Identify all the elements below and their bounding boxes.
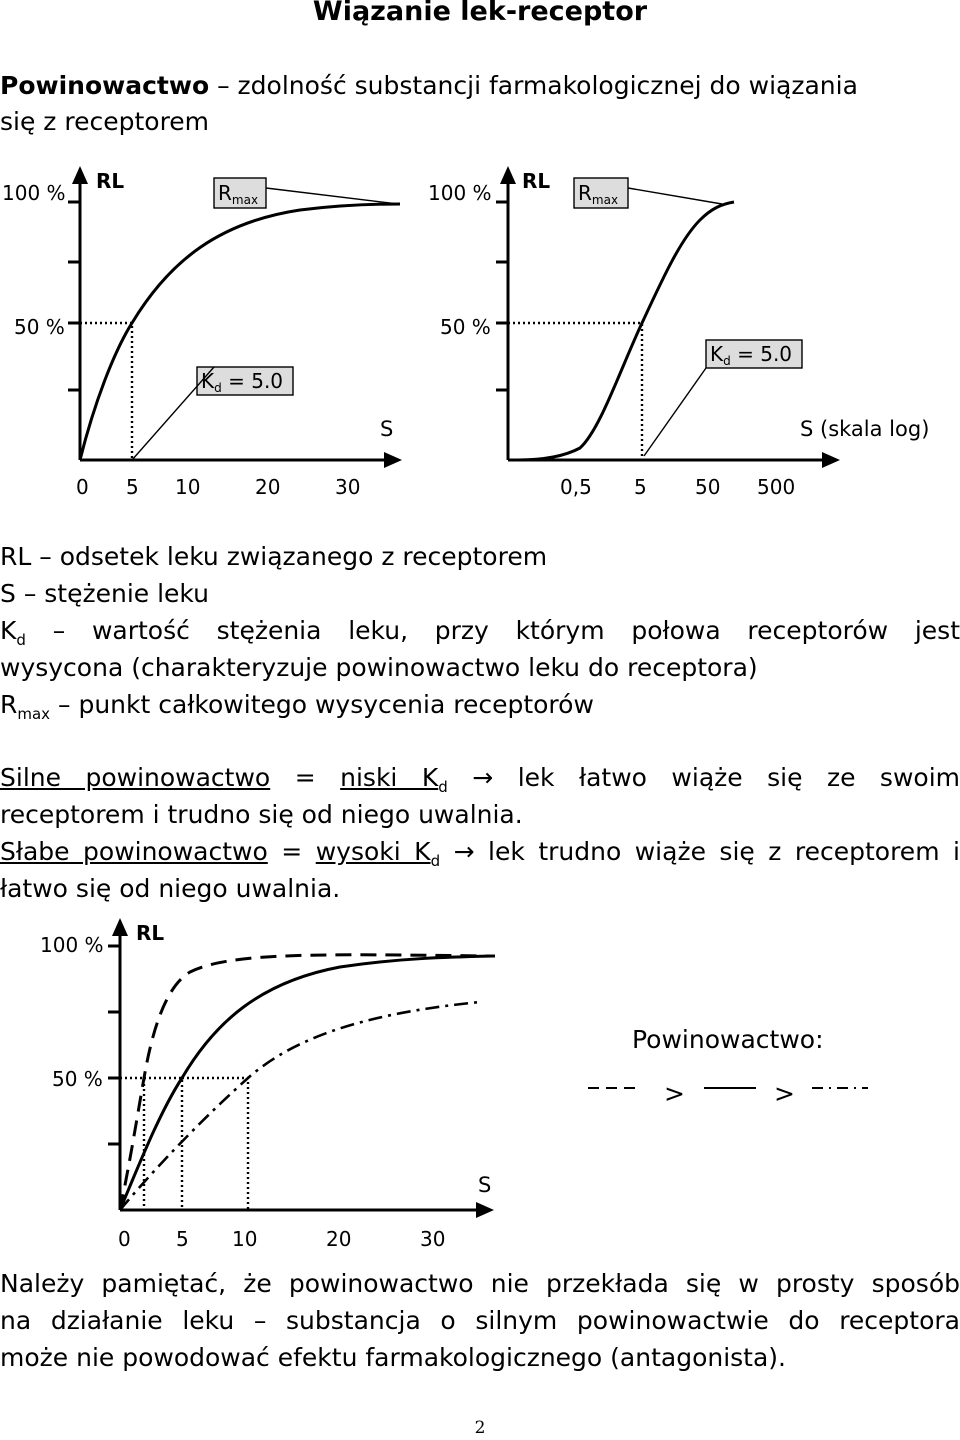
chart-compare-ylabel: RL — [136, 921, 165, 945]
chart-compare-curve-weak — [120, 1002, 480, 1210]
chart-linear-kd-label: $K_d = 5.0$ — [201, 369, 284, 395]
chart-log-xtick: 5 — [634, 475, 647, 499]
chart-linear-rmax-label: $R_{max}$ — [218, 181, 259, 207]
page-title: Wiązanie lek-receptor — [312, 0, 648, 27]
def-text: – odsetek leku związanego z receptorem — [39, 542, 548, 571]
chart-linear-xtick: 20 — [255, 475, 281, 499]
def-symbol: S — [0, 579, 16, 608]
def-text: – punkt całkowitego wysycenia receptorów — [58, 690, 594, 719]
chart-compare — [0, 912, 900, 1252]
def-s — [0, 576, 960, 612]
weak-affinity-kd: wysoki $K_d$ — [315, 837, 441, 870]
chart-log-ylabel: RL — [522, 169, 551, 193]
legend-greater-than: > — [664, 1079, 685, 1108]
def-symbol: $R_{max}$ — [0, 690, 51, 723]
arrow-icon: → — [453, 837, 475, 866]
chart-linear-ytick-100: 100 % — [2, 181, 66, 205]
chart-log-ytick-50: 50 % — [440, 315, 491, 339]
chart-log-rmax-leader — [628, 188, 722, 204]
closing-line-1: Należy pamiętać, że powinowactwo nie przekłada się w prosty sposób — [0, 1269, 960, 1298]
intro-line-1 — [0, 68, 960, 104]
chart-compare-xlabel: S — [478, 1173, 492, 1197]
chart-compare-curve-medium — [120, 956, 495, 1210]
chart-log-rmax-label: $R_{max}$ — [578, 181, 619, 207]
chart-log-xtick: 0,5 — [560, 475, 592, 499]
chart-log-kd-label: $K_d = 5.0$ — [710, 342, 793, 368]
def-kd-cont: wysycona (charakteryzuje powinowactwo leku do receptora) — [0, 653, 758, 682]
weak-affinity-line: Słabe powinowactwo = wysoki $K_d$ → lek trudno wiąże się z receptorem i — [0, 837, 960, 870]
chart-linear-xtick: 0 — [76, 475, 89, 499]
chart-linear-xtick: 10 — [175, 475, 201, 499]
chart-compare-legend — [588, 1079, 868, 1108]
page-number: 2 — [474, 1418, 486, 1438]
chart-compare-xtick: 0 — [118, 1227, 131, 1251]
def-rmax — [0, 687, 960, 723]
intro-term: Powinowactwo — [0, 71, 210, 100]
intro-definition: – zdolność substancji farmakologicznej do wiązania — [217, 71, 858, 100]
chart-linear-xtick: 30 — [335, 475, 361, 499]
chart-log-curve — [518, 202, 734, 460]
chart-compare-xtick: 30 — [420, 1227, 446, 1251]
chart-log-xtick: 50 — [695, 475, 721, 499]
chart-compare-legend-label: Powinowactwo: — [632, 1025, 824, 1054]
strong-affinity-label: Silne powinowactwo — [0, 763, 271, 792]
chart-linear-xtick: 5 — [126, 475, 139, 499]
chart-compare-guide-medium — [144, 1078, 182, 1210]
chart-linear-ylabel: RL — [96, 169, 125, 193]
def-symbol: RL — [0, 542, 32, 571]
chart-compare-xtick: 10 — [232, 1227, 258, 1251]
chart-compare-xtick: 20 — [326, 1227, 352, 1251]
chart-log-ytick-100: 100 % — [428, 181, 492, 205]
def-rl — [0, 539, 960, 575]
legend-greater-than: > — [774, 1079, 795, 1108]
chart-compare-xtick: 5 — [176, 1227, 189, 1251]
strong-affinity-cont: receptorem i trudno się od niego uwalnia. — [0, 800, 523, 829]
chart-linear-xlabel: S — [380, 417, 394, 441]
closing-line-3: może nie powodować efektu farmakologicznego (antagonista). — [0, 1343, 786, 1372]
closing-line-2: na działanie leku – substancja o silnym powinowactwie do receptora — [0, 1306, 960, 1335]
chart-log-xlabel: S (skala log) — [800, 417, 930, 441]
strong-affinity-line: Silne powinowactwo = niski $K_d$ → lek łatwo wiąże się ze swoim — [0, 763, 960, 796]
def-text: – wartość stężenia leku, przy którym połowa receptorów jest — [52, 616, 960, 645]
chart-compare-curve-strong — [120, 955, 490, 1210]
arrow-icon: → — [472, 763, 494, 792]
chart-linear-ytick-50: 50 % — [14, 315, 65, 339]
chart-log — [0, 160, 930, 500]
weak-affinity-label: Słabe powinowactwo — [0, 837, 268, 866]
def-symbol: $K_d$ — [0, 616, 26, 649]
strong-affinity-kd: niski $K_d$ — [340, 763, 448, 796]
chart-log-half-guide — [508, 323, 642, 460]
chart-compare-guide-weak — [182, 1078, 248, 1210]
chart-compare-ytick-100: 100 % — [40, 933, 104, 957]
chart-compare-axes — [108, 918, 494, 1218]
def-kd — [0, 613, 960, 649]
def-text: – stężenie leku — [23, 579, 209, 608]
chart-log-kd-leader — [644, 368, 706, 456]
weak-affinity-cont: łatwo się od niego uwalnia. — [0, 874, 341, 903]
chart-compare-ytick-50: 50 % — [52, 1067, 103, 1091]
chart-log-xtick: 500 — [757, 475, 796, 499]
intro-line-2: się z receptorem — [0, 107, 210, 136]
